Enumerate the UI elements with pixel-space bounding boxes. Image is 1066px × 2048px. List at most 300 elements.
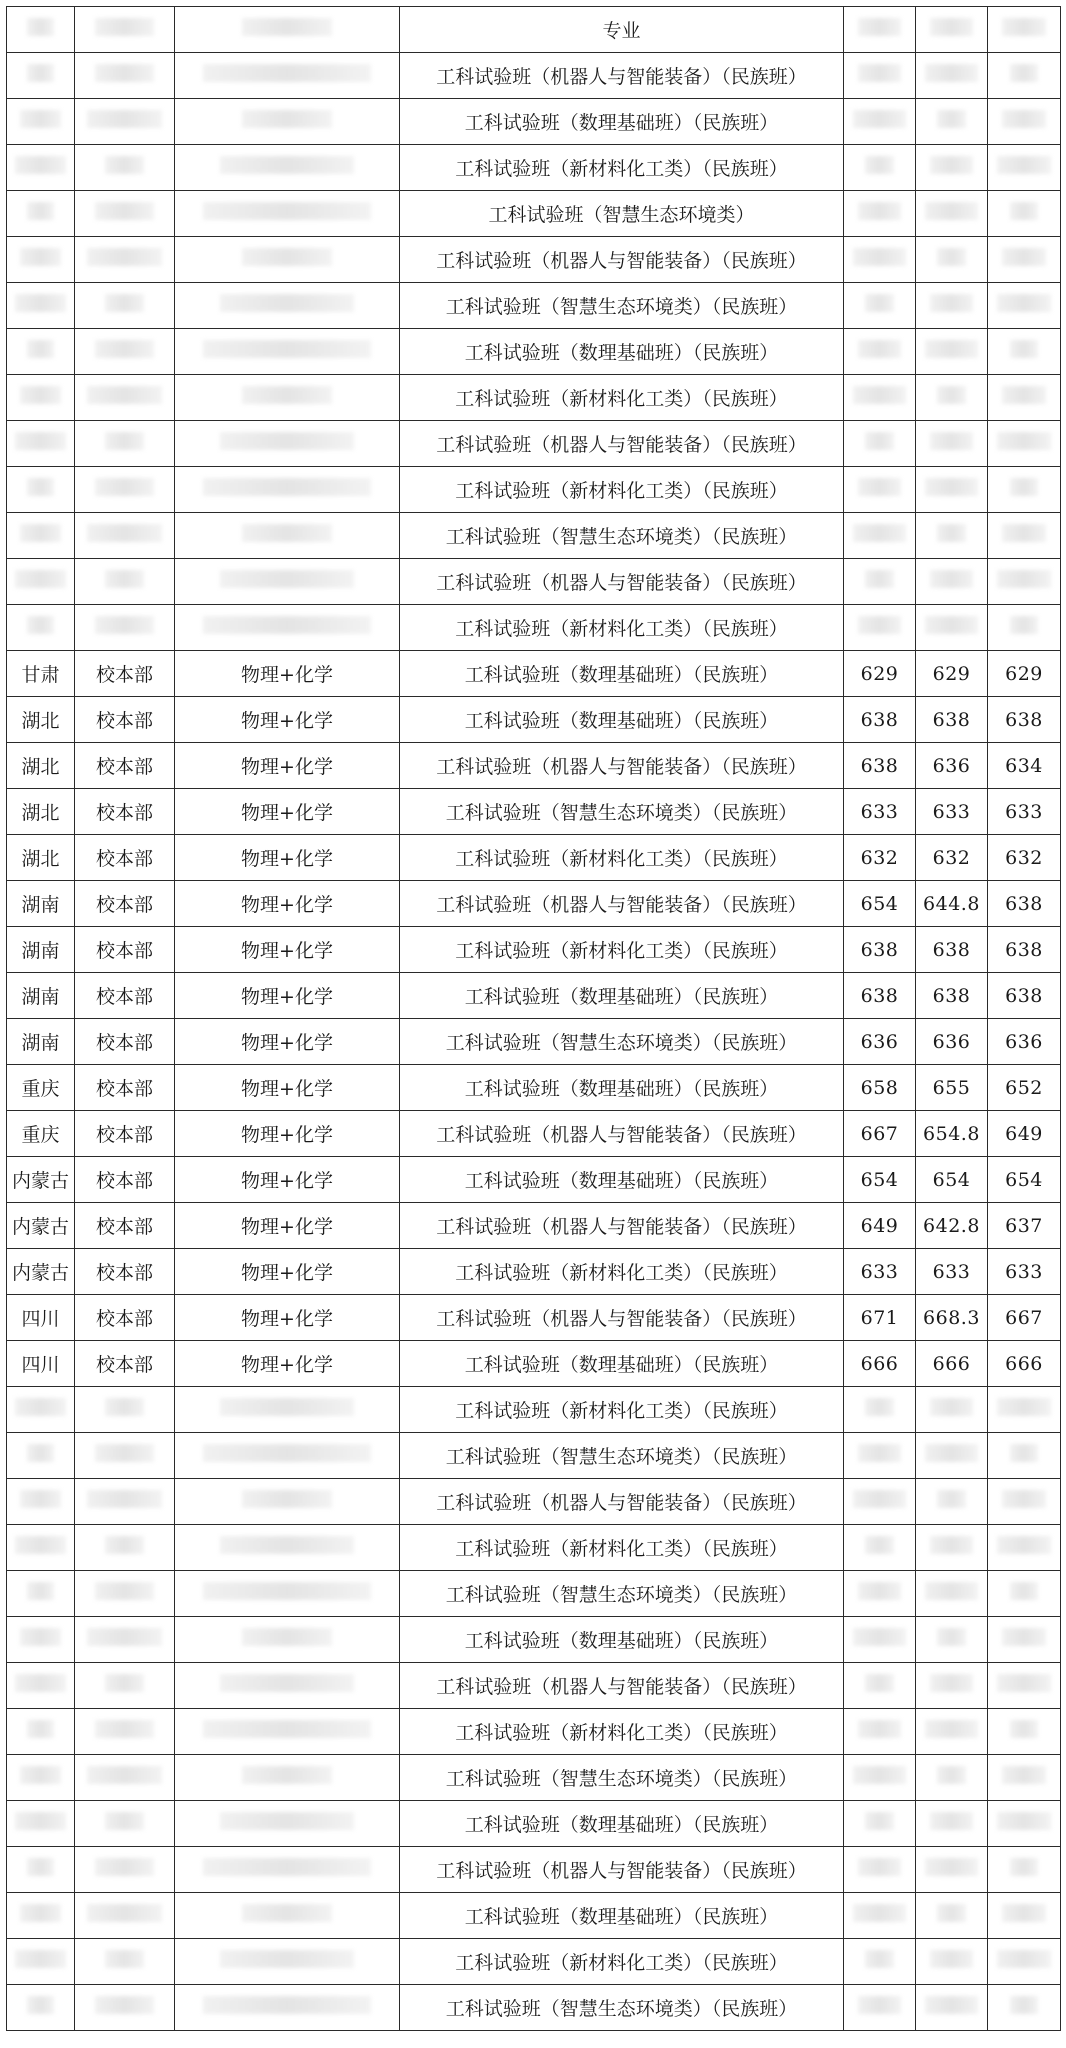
redacted-placeholder	[930, 156, 973, 174]
campus-cell: 校本部	[75, 1249, 175, 1295]
max-score-cell	[844, 283, 916, 329]
redacted-placeholder	[203, 64, 371, 82]
campus-cell	[75, 1479, 175, 1525]
min-score-cell	[988, 375, 1061, 421]
max-score-cell	[844, 329, 916, 375]
redacted-placeholder	[997, 570, 1051, 588]
major-cell: 工科试验班（新材料化工类）（民族班）	[400, 1525, 844, 1571]
max-score-cell: 638	[844, 973, 916, 1019]
subjects-cell: 物理+化学	[175, 1157, 400, 1203]
redacted-placeholder	[1010, 478, 1039, 496]
redacted-placeholder	[853, 386, 906, 404]
table-row	[7, 1249, 1061, 1295]
min-score-cell	[988, 559, 1061, 605]
redacted-placeholder	[997, 1398, 1051, 1416]
redacted-placeholder	[1010, 1720, 1039, 1738]
major-cell: 工科试验班（数理基础班）（民族班）	[400, 973, 844, 1019]
redacted-placeholder	[27, 1858, 54, 1876]
redacted-placeholder	[220, 432, 354, 450]
min-score-cell	[988, 1433, 1061, 1479]
subjects-cell	[175, 1387, 400, 1433]
max-score-cell: 654	[844, 881, 916, 927]
province-cell	[7, 559, 75, 605]
redacted-placeholder	[865, 1398, 893, 1416]
redacted-placeholder	[27, 1996, 54, 2014]
redacted-placeholder	[15, 1950, 65, 1968]
campus-cell: 校本部	[75, 651, 175, 697]
redacted-placeholder	[865, 1674, 893, 1692]
max-score-cell	[844, 1939, 916, 1985]
redacted-placeholder	[95, 1444, 154, 1462]
province-cell: 湖南	[7, 1019, 75, 1065]
redacted-placeholder	[220, 1536, 354, 1554]
major-cell: 工科试验班（新材料化工类）（民族班）	[400, 1387, 844, 1433]
major-cell: 工科试验班（数理基础班）（民族班）	[400, 1157, 844, 1203]
table-row	[7, 1663, 1061, 1709]
table-row	[7, 1065, 1061, 1111]
max-score-cell: 638	[844, 743, 916, 789]
redacted-placeholder	[95, 478, 154, 496]
redacted-placeholder	[87, 1628, 161, 1646]
avg-score-cell	[916, 1525, 988, 1571]
table-row	[7, 1847, 1061, 1893]
redacted-placeholder	[105, 1812, 145, 1830]
max-score-cell: 649	[844, 1203, 916, 1249]
redacted-placeholder	[937, 248, 965, 266]
redacted-placeholder	[1010, 1858, 1039, 1876]
redacted-placeholder	[925, 202, 978, 220]
redacted-placeholder	[1010, 616, 1039, 634]
max-score-cell: 636	[844, 1019, 916, 1065]
province-cell: 湖北	[7, 789, 75, 835]
major-cell: 工科试验班（新材料化工类）（民族班）	[400, 835, 844, 881]
province-cell: 内蒙古	[7, 1203, 75, 1249]
avg-score-cell	[916, 329, 988, 375]
header-avg-cell	[916, 7, 988, 53]
province-cell	[7, 1479, 75, 1525]
min-score-cell	[988, 191, 1061, 237]
major-cell: 工科试验班（机器人与智能装备）（民族班）	[400, 743, 844, 789]
province-cell: 内蒙古	[7, 1249, 75, 1295]
redacted-placeholder	[95, 1720, 154, 1738]
campus-cell	[75, 1847, 175, 1893]
avg-score-cell	[916, 559, 988, 605]
redacted-placeholder	[203, 340, 371, 358]
redacted-placeholder	[87, 110, 161, 128]
subjects-cell	[175, 99, 400, 145]
major-cell: 工科试验班（新材料化工类）（民族班）	[400, 1939, 844, 1985]
redacted-placeholder	[930, 294, 973, 312]
campus-cell	[75, 1663, 175, 1709]
redacted-placeholder	[242, 524, 332, 542]
campus-cell	[75, 1433, 175, 1479]
header-campus-cell	[75, 7, 175, 53]
redacted-placeholder	[858, 1858, 901, 1876]
table-row	[7, 1939, 1061, 1985]
subjects-cell: 物理+化学	[175, 1295, 400, 1341]
redacted-placeholder	[27, 1720, 54, 1738]
redacted-placeholder	[997, 1812, 1051, 1830]
min-score-cell: 666	[988, 1341, 1061, 1387]
campus-cell	[75, 605, 175, 651]
major-cell: 工科试验班（机器人与智能装备）（民族班）	[400, 559, 844, 605]
province-cell	[7, 1433, 75, 1479]
province-cell	[7, 1939, 75, 1985]
redacted-placeholder	[925, 64, 978, 82]
avg-score-cell	[916, 375, 988, 421]
table-body	[7, 53, 1061, 2031]
min-score-cell	[988, 283, 1061, 329]
campus-cell	[75, 145, 175, 191]
table-row	[7, 973, 1061, 1019]
table-row	[7, 1617, 1061, 1663]
campus-cell	[75, 375, 175, 421]
min-score-cell: 638	[988, 927, 1061, 973]
province-cell	[7, 53, 75, 99]
table-row	[7, 1111, 1061, 1157]
redacted-placeholder	[27, 616, 54, 634]
max-score-cell	[844, 513, 916, 559]
redacted-placeholder	[997, 432, 1051, 450]
table-row	[7, 1893, 1061, 1939]
subjects-cell: 物理+化学	[175, 1203, 400, 1249]
avg-score-cell	[916, 53, 988, 99]
header-subjects-cell	[175, 7, 400, 53]
major-cell: 工科试验班（机器人与智能装备）（民族班）	[400, 1847, 844, 1893]
max-score-cell	[844, 1847, 916, 1893]
major-cell: 工科试验班（新材料化工类）（民族班）	[400, 467, 844, 513]
major-cell: 工科试验班（新材料化工类）（民族班）	[400, 605, 844, 651]
avg-score-cell	[916, 421, 988, 467]
redacted-placeholder	[87, 1904, 161, 1922]
redacted-placeholder	[15, 1536, 65, 1554]
major-cell: 工科试验班（数理基础班）（民族班）	[400, 1801, 844, 1847]
campus-cell: 校本部	[75, 697, 175, 743]
max-score-cell: 638	[844, 697, 916, 743]
province-cell: 内蒙古	[7, 1157, 75, 1203]
header-min-cell	[988, 7, 1061, 53]
redacted-placeholder	[925, 478, 978, 496]
table-row	[7, 1525, 1061, 1571]
subjects-cell: 物理+化学	[175, 927, 400, 973]
max-score-cell: 671	[844, 1295, 916, 1341]
avg-score-cell: 632	[916, 835, 988, 881]
redacted-placeholder	[858, 1582, 901, 1600]
redacted-placeholder	[925, 1858, 978, 1876]
province-cell	[7, 375, 75, 421]
min-score-cell	[988, 99, 1061, 145]
province-cell	[7, 421, 75, 467]
table-row	[7, 1019, 1061, 1065]
avg-score-cell	[916, 283, 988, 329]
admission-score-table	[6, 6, 1061, 2031]
subjects-cell	[175, 1479, 400, 1525]
major-cell: 工科试验班（智慧生态环境类）（民族班）	[400, 789, 844, 835]
min-score-cell: 638	[988, 973, 1061, 1019]
campus-cell	[75, 513, 175, 559]
table-row	[7, 375, 1061, 421]
min-score-cell: 632	[988, 835, 1061, 881]
avg-score-cell	[916, 1985, 988, 2031]
redacted-placeholder	[220, 570, 354, 588]
redacted-placeholder	[858, 1444, 901, 1462]
province-cell	[7, 145, 75, 191]
redacted-placeholder	[865, 1812, 893, 1830]
min-score-cell: 638	[988, 697, 1061, 743]
campus-cell	[75, 1939, 175, 1985]
avg-score-cell	[916, 145, 988, 191]
redacted-placeholder	[95, 64, 154, 82]
table-row	[7, 53, 1061, 99]
min-score-cell: 633	[988, 1249, 1061, 1295]
province-cell	[7, 1801, 75, 1847]
avg-score-cell: 629	[916, 651, 988, 697]
redacted-placeholder	[20, 1628, 60, 1646]
campus-cell: 校本部	[75, 835, 175, 881]
redacted-placeholder	[95, 202, 154, 220]
max-score-cell	[844, 1387, 916, 1433]
table-row	[7, 1341, 1061, 1387]
redacted-placeholder	[87, 1766, 161, 1784]
avg-score-cell: 654.8	[916, 1111, 988, 1157]
redacted-placeholder	[925, 1720, 978, 1738]
major-cell: 工科试验班（机器人与智能装备）（民族班）	[400, 881, 844, 927]
min-score-cell: 637	[988, 1203, 1061, 1249]
subjects-cell	[175, 1525, 400, 1571]
max-score-cell	[844, 191, 916, 237]
redacted-placeholder	[937, 1628, 965, 1646]
major-cell: 工科试验班（数理基础班）（民族班）	[400, 1341, 844, 1387]
subjects-cell	[175, 559, 400, 605]
table-row	[7, 99, 1061, 145]
province-cell	[7, 191, 75, 237]
major-cell: 工科试验班（机器人与智能装备）（民族班）	[400, 421, 844, 467]
major-cell: 工科试验班（智慧生态环境类）	[400, 191, 844, 237]
subjects-cell	[175, 605, 400, 651]
campus-cell	[75, 1387, 175, 1433]
redacted-placeholder	[15, 432, 65, 450]
header-max-cell	[844, 7, 916, 53]
subjects-cell	[175, 467, 400, 513]
redacted-placeholder	[997, 1950, 1051, 1968]
avg-score-cell	[916, 1479, 988, 1525]
province-cell	[7, 1617, 75, 1663]
table-row	[7, 1709, 1061, 1755]
campus-cell: 校本部	[75, 927, 175, 973]
redacted-placeholder	[853, 1766, 906, 1784]
redacted-placeholder	[937, 386, 965, 404]
province-cell	[7, 1709, 75, 1755]
redacted-placeholder	[87, 524, 161, 542]
min-score-cell	[988, 1801, 1061, 1847]
province-cell	[7, 283, 75, 329]
campus-cell	[75, 1893, 175, 1939]
redacted-placeholder	[930, 1950, 973, 1968]
min-score-cell	[988, 421, 1061, 467]
table-row	[7, 651, 1061, 697]
min-score-cell	[988, 1387, 1061, 1433]
table-row	[7, 927, 1061, 973]
max-score-cell	[844, 375, 916, 421]
subjects-cell: 物理+化学	[175, 789, 400, 835]
major-cell: 工科试验班（新材料化工类）（民族班）	[400, 375, 844, 421]
max-score-cell	[844, 1479, 916, 1525]
table-row	[7, 237, 1061, 283]
table-row	[7, 559, 1061, 605]
min-score-cell	[988, 1939, 1061, 1985]
max-score-cell	[844, 1617, 916, 1663]
min-score-cell	[988, 329, 1061, 375]
max-score-cell	[844, 559, 916, 605]
redacted-placeholder	[220, 1950, 354, 1968]
campus-cell: 校本部	[75, 1203, 175, 1249]
subjects-cell	[175, 513, 400, 559]
major-cell: 工科试验班（新材料化工类）（民族班）	[400, 1709, 844, 1755]
campus-cell	[75, 99, 175, 145]
redacted-placeholder	[858, 1996, 901, 2014]
province-cell	[7, 1847, 75, 1893]
major-cell: 工科试验班（智慧生态环境类）（民族班）	[400, 1755, 844, 1801]
redacted-placeholder	[242, 110, 332, 128]
redacted-placeholder	[925, 340, 978, 358]
redacted-placeholder	[853, 524, 906, 542]
subjects-cell: 物理+化学	[175, 1341, 400, 1387]
redacted-placeholder	[203, 1444, 371, 1462]
subjects-cell	[175, 1755, 400, 1801]
avg-score-cell: 644.8	[916, 881, 988, 927]
province-cell: 四川	[7, 1341, 75, 1387]
redacted-placeholder	[95, 616, 154, 634]
max-score-cell: 658	[844, 1065, 916, 1111]
redacted-placeholder	[858, 1720, 901, 1738]
min-score-cell: 652	[988, 1065, 1061, 1111]
redacted-placeholder	[27, 1582, 54, 1600]
major-cell: 工科试验班（数理基础班）（民族班）	[400, 1617, 844, 1663]
province-cell: 湖南	[7, 881, 75, 927]
min-score-cell: 667	[988, 1295, 1061, 1341]
campus-cell	[75, 53, 175, 99]
max-score-cell	[844, 1663, 916, 1709]
major-cell: 工科试验班（机器人与智能装备）（民族班）	[400, 1663, 844, 1709]
redacted-placeholder	[937, 1904, 965, 1922]
avg-score-cell	[916, 1709, 988, 1755]
avg-score-cell	[916, 1387, 988, 1433]
redacted-placeholder	[15, 1398, 65, 1416]
redacted-placeholder	[105, 1950, 145, 1968]
table-row	[7, 1433, 1061, 1479]
redacted-placeholder	[1010, 1996, 1039, 2014]
major-cell: 工科试验班（数理基础班）（民族班）	[400, 99, 844, 145]
redacted-placeholder	[1002, 524, 1045, 542]
redacted-placeholder	[242, 386, 332, 404]
province-cell	[7, 1571, 75, 1617]
redacted-placeholder	[930, 1398, 973, 1416]
table-row	[7, 1295, 1061, 1341]
table-row	[7, 1479, 1061, 1525]
campus-cell	[75, 1801, 175, 1847]
subjects-cell	[175, 1433, 400, 1479]
min-score-cell	[988, 605, 1061, 651]
redacted-placeholder	[865, 156, 893, 174]
redacted-placeholder	[853, 110, 906, 128]
avg-score-cell: 655	[916, 1065, 988, 1111]
redacted-placeholder	[203, 1858, 371, 1876]
max-score-cell: 632	[844, 835, 916, 881]
redacted-placeholder	[858, 616, 901, 634]
redacted-placeholder	[220, 1674, 354, 1692]
max-score-cell: 654	[844, 1157, 916, 1203]
min-score-cell	[988, 1755, 1061, 1801]
major-cell: 工科试验班（数理基础班）（民族班）	[400, 651, 844, 697]
min-score-cell	[988, 53, 1061, 99]
avg-score-cell: 638	[916, 697, 988, 743]
min-score-cell	[988, 1893, 1061, 1939]
redacted-placeholder	[997, 1674, 1051, 1692]
redacted-placeholder	[930, 570, 973, 588]
redacted-placeholder	[937, 110, 965, 128]
min-score-cell: 634	[988, 743, 1061, 789]
campus-cell	[75, 283, 175, 329]
min-score-cell	[988, 1571, 1061, 1617]
province-cell: 湖南	[7, 973, 75, 1019]
province-cell: 湖北	[7, 743, 75, 789]
redacted-placeholder	[858, 340, 901, 358]
campus-cell	[75, 1525, 175, 1571]
redacted-placeholder	[15, 1812, 65, 1830]
redacted-placeholder	[1010, 202, 1039, 220]
major-cell: 工科试验班（数理基础班）（民族班）	[400, 1065, 844, 1111]
table-row	[7, 789, 1061, 835]
redacted-placeholder	[87, 386, 161, 404]
avg-score-cell: 638	[916, 973, 988, 1019]
redacted-placeholder	[95, 340, 154, 358]
min-score-cell	[988, 1709, 1061, 1755]
table-row	[7, 835, 1061, 881]
campus-cell: 校本部	[75, 743, 175, 789]
major-cell: 工科试验班（数理基础班）（民族班）	[400, 1893, 844, 1939]
province-cell: 甘肃	[7, 651, 75, 697]
redacted-placeholder	[865, 1536, 893, 1554]
major-cell: 工科试验班（智慧生态环境类）（民族班）	[400, 1019, 844, 1065]
redacted-placeholder	[1010, 1444, 1039, 1462]
redacted-placeholder	[242, 1490, 332, 1508]
avg-score-cell: 636	[916, 743, 988, 789]
subjects-cell: 物理+化学	[175, 881, 400, 927]
table-row	[7, 1203, 1061, 1249]
redacted-placeholder	[203, 616, 371, 634]
avg-score-cell	[916, 513, 988, 559]
avg-score-cell	[916, 191, 988, 237]
max-score-cell	[844, 53, 916, 99]
redacted-placeholder	[15, 570, 65, 588]
campus-cell	[75, 1755, 175, 1801]
redacted-placeholder	[997, 294, 1051, 312]
min-score-cell	[988, 1479, 1061, 1525]
province-cell	[7, 1387, 75, 1433]
major-cell: 工科试验班（智慧生态环境类）（民族班）	[400, 1433, 844, 1479]
subjects-cell	[175, 145, 400, 191]
table-row	[7, 605, 1061, 651]
table-row	[7, 191, 1061, 237]
subjects-cell: 物理+化学	[175, 1019, 400, 1065]
subjects-cell: 物理+化学	[175, 1065, 400, 1111]
campus-cell: 校本部	[75, 973, 175, 1019]
province-cell	[7, 1985, 75, 2031]
avg-score-cell	[916, 1801, 988, 1847]
campus-cell	[75, 421, 175, 467]
campus-cell	[75, 191, 175, 237]
redacted-placeholder	[853, 1904, 906, 1922]
